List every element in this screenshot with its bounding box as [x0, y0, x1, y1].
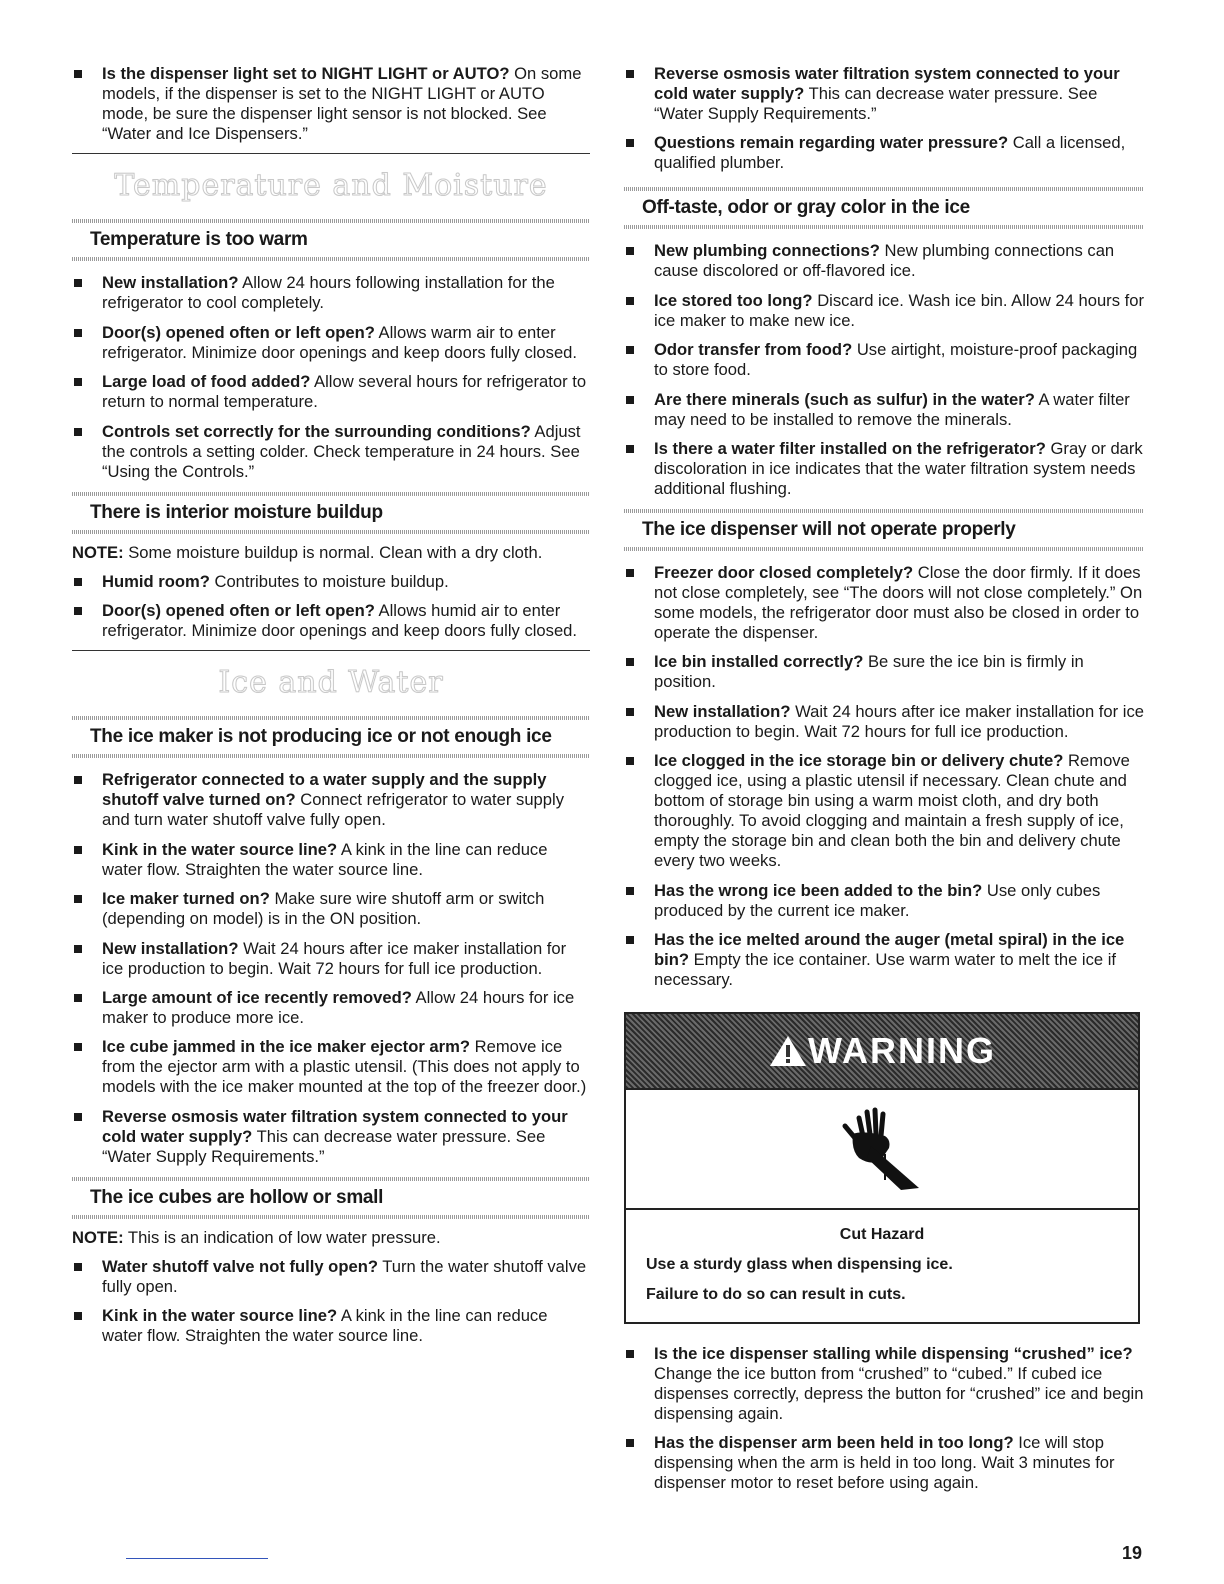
- item-question: Is the dispenser light set to NIGHT LIGHT or AUTO?: [102, 64, 510, 83]
- item-text: Contributes to moisture buildup.: [209, 571, 449, 591]
- note-text: Some moisture buildup is normal. Clean with a dry cloth.: [123, 542, 543, 562]
- item-text: Connect refrigerator to water supply and turn water shutoff valve fully open.: [102, 790, 565, 830]
- item-text: Close the door firmly. If it does not close completely, see “The doors will not close completely.” On some models, the refrigerator door must also be closed in order to operate the dispenser.: [654, 562, 1143, 642]
- item-question: Odor transfer from food?: [654, 340, 853, 360]
- list-item: [624, 133, 1144, 173]
- right-outro-list: [624, 1344, 1144, 1493]
- item-question: Ice bin installed correctly?: [654, 652, 864, 672]
- alert-triangle-icon: [768, 1034, 808, 1068]
- list-item: [72, 939, 590, 979]
- item-text: A kink in the line can reduce water flow. Straighten the water source line.: [102, 1306, 548, 1346]
- warning-label: WARNING: [808, 1029, 996, 1071]
- section-title-temperature: Temperature and Moisture: [114, 168, 548, 204]
- list-item: [72, 372, 590, 412]
- item-question: New installation?: [654, 701, 791, 721]
- subsection-title: Off-taste, odor or gray color in the ice: [642, 197, 970, 219]
- item-text: Wait 24 hours after ice maker installation for ice production to begin. Wait 72 hours for full ice production.: [654, 701, 1144, 741]
- item-text: On some models, if the dispenser is set to the NIGHT LIGHT or AUTO mode, be sure the dispenser light sensor is not blocked. See “Water and Ice Dispensers.”: [102, 64, 582, 143]
- list-item: [72, 988, 590, 1028]
- item-question: Water shutoff valve not fully open?: [102, 1256, 378, 1276]
- item-text: Allows humid air to enter refrigerator. Minimize door openings and keep doors fully closed.: [102, 600, 578, 640]
- item-text: This can decrease water pressure. See “Water Supply Requirements.”: [654, 84, 1098, 123]
- list-item: [624, 751, 1144, 871]
- note: [72, 543, 590, 563]
- item-text: Allow 24 hours following installation for the refrigerator to cool completely.: [102, 273, 555, 313]
- item-text: Allow 24 hours for ice maker to produce more ice.: [102, 987, 575, 1027]
- list-item: [72, 1306, 590, 1346]
- item-text: Be sure the ice bin is firmly in position.: [654, 652, 1084, 692]
- item-question: Door(s) opened often or left open?: [102, 600, 375, 620]
- list-item: [72, 1107, 590, 1167]
- warning-header: [626, 1014, 1138, 1090]
- item-text: Gray or dark discoloration in ice indicates that the water filtration system needs additional flushing.: [654, 438, 1143, 498]
- list-item: [624, 390, 1144, 430]
- item-question: Has the ice melted around the auger (metal spiral) in the ice bin?: [654, 929, 1125, 969]
- item-question: Has the wrong ice been added to the bin?: [654, 880, 983, 900]
- list-item: [72, 1037, 590, 1097]
- list-item: [72, 889, 590, 929]
- item-text: Make sure wire shutoff arm or switch (depending on model) is in the ON position.: [102, 889, 545, 929]
- item-question: Is there a water filter installed on the refrigerator?: [654, 438, 1046, 458]
- item-question: Door(s) opened often or left open?: [102, 322, 375, 342]
- list-item: [72, 323, 590, 363]
- subsection-title: The ice dispenser will not operate properly: [642, 518, 1016, 540]
- item-question: Kink in the water source line?: [102, 1306, 338, 1326]
- item-text: Turn the water shutoff valve fully open.: [102, 1256, 587, 1296]
- footer-rule: [126, 1558, 268, 1559]
- left-intro-list: [72, 64, 590, 144]
- item-text: A water filter may need to be installed to remove the minerals.: [654, 389, 1130, 429]
- item-text: Call a licensed, qualified plumber.: [654, 133, 1126, 173]
- right-intro-list: [624, 64, 1144, 173]
- section-title-ice-water: Ice and Water: [218, 665, 444, 701]
- subsection-title: The ice cubes are hollow or small: [90, 1186, 384, 1208]
- warning-line-1: Use a sturdy glass when dispensing ice.: [646, 1255, 953, 1273]
- item-text: Allows warm air to enter refrigerator. Minimize door openings and keep doors fully closed.: [102, 322, 578, 362]
- item-question: Large load of food added?: [102, 372, 311, 392]
- page-number: 19: [1121, 1543, 1142, 1563]
- hollow-cubes-list: [72, 1257, 590, 1346]
- ice-maker-list: [72, 770, 590, 1166]
- temperature-list: [72, 273, 590, 481]
- list-item: [72, 273, 590, 313]
- note-text: This is an indication of low water pressure.: [123, 1227, 441, 1247]
- item-text: New plumbing connections can cause discolored or off-flavored ice.: [654, 241, 1115, 281]
- dispenser-list: [624, 563, 1144, 990]
- item-question: Ice maker turned on?: [102, 889, 270, 909]
- list-item: [72, 770, 590, 830]
- note: [72, 1228, 590, 1248]
- item-text: Remove clogged ice, using a plastic utensil if necessary. Clean chute and bottom of storage bin using a warm moist cloth, and dry both thoroughly. To avoid clogging and maintain a fresh supply of ice, empty the storage bin and clean both the bin and delivery chute every two weeks.: [654, 751, 1130, 871]
- list-item: [72, 64, 590, 144]
- item-text: Change the ice button from “crushed” to “cubed.” If cubed ice dispenses correctly, depress the button for “crushed” ice and begin dispensing again.: [654, 1363, 1144, 1423]
- item-question: Ice clogged in the ice storage bin or delivery chute?: [654, 751, 1064, 771]
- item-question: Controls set correctly for the surrounding conditions?: [102, 421, 531, 441]
- item-question: Questions remain regarding water pressure?: [654, 133, 1009, 153]
- list-item: [624, 340, 1144, 380]
- list-item: [72, 572, 590, 592]
- warning-line-2: Failure to do so can result in cuts.: [646, 1285, 906, 1303]
- item-text: Use only cubes produced by the current ice maker.: [654, 880, 1101, 920]
- item-question: Reverse osmosis water filtration system connected to your cold water supply?: [654, 64, 1120, 103]
- list-item: [624, 64, 1144, 124]
- item-question: Humid room?: [102, 571, 210, 591]
- item-question: Freezer door closed completely?: [654, 562, 914, 582]
- list-item: [72, 601, 590, 641]
- item-text: Ice will stop dispensing when the arm is held in too long. Wait 3 minutes for dispenser motor to reset before using again.: [654, 1433, 1115, 1493]
- list-item: [72, 422, 590, 482]
- divider-hatch: [72, 530, 590, 534]
- item-question: New plumbing connections?: [654, 241, 880, 261]
- list-item: [624, 1433, 1144, 1493]
- item-text: A kink in the line can reduce water flow. Straighten the water source line.: [102, 839, 548, 879]
- divider-hatch: [72, 1215, 590, 1219]
- item-question: Is the ice dispenser stalling while dispensing “crushed” ice?: [654, 1343, 1133, 1363]
- item-text: Empty the ice container. Use warm water to melt the ice if necessary.: [654, 949, 1117, 989]
- divider-hatch: [72, 257, 590, 261]
- list-item: [624, 1344, 1144, 1424]
- right-column: [624, 64, 1144, 1503]
- list-item: [624, 563, 1144, 643]
- item-question: Are there minerals (such as sulfur) in the water?: [654, 389, 1035, 409]
- item-text: Remove ice from the ejector arm with a plastic utensil. (This does not apply to models with the ice maker mounted at the top of the freezer door.): [102, 1037, 587, 1097]
- divider-hatch: [72, 754, 590, 758]
- cut-hand-icon: [837, 1104, 927, 1194]
- item-question: Ice cube jammed in the ice maker ejector arm?: [102, 1037, 470, 1057]
- item-question: New installation?: [102, 273, 239, 293]
- item-question: Reverse osmosis water filtration system connected to your cold water supply?: [102, 1106, 568, 1146]
- warning-box: [624, 1012, 1140, 1324]
- list-item: [624, 291, 1144, 331]
- item-text: Allow several hours for refrigerator to return to normal temperature.: [102, 372, 587, 412]
- hazard-title: Cut Hazard: [839, 1225, 925, 1243]
- item-text: This can decrease water pressure. See “Water Supply Requirements.”: [102, 1126, 546, 1166]
- list-item: [624, 881, 1144, 921]
- list-item: [624, 930, 1144, 990]
- divider-hatch: [624, 547, 1144, 551]
- item-question: Kink in the water source line?: [102, 839, 338, 859]
- list-item: [624, 241, 1144, 281]
- divider-hatch: [624, 225, 1144, 229]
- subsection-title: There is interior moisture buildup: [90, 501, 383, 523]
- item-text: Wait 24 hours after ice maker installation for ice production to begin. Wait 72 hours for full ice production.: [102, 938, 567, 978]
- list-item: [72, 840, 590, 880]
- subsection-title: Temperature is too warm: [90, 229, 308, 251]
- item-text: Use airtight, moisture-proof packaging to store food.: [654, 340, 1138, 380]
- list-item: [624, 439, 1144, 499]
- list-item: [72, 1257, 590, 1297]
- list-item: [624, 702, 1144, 742]
- item-question: New installation?: [102, 938, 239, 958]
- off-taste-list: [624, 241, 1144, 499]
- note-label: NOTE:: [72, 1227, 124, 1247]
- subsection-title: The ice maker is not producing ice or not enough ice: [90, 726, 552, 748]
- item-text: Discard ice. Wash ice bin. Allow 24 hours for ice maker to make new ice.: [654, 290, 1144, 330]
- item-question: Has the dispenser arm been held in too long?: [654, 1433, 1014, 1453]
- list-item: [624, 652, 1144, 692]
- cut-hazard-icon-area: [626, 1090, 1138, 1210]
- note-label: NOTE:: [72, 542, 124, 562]
- moisture-list: [72, 572, 590, 641]
- item-question: Large amount of ice recently removed?: [102, 987, 412, 1007]
- item-question: Ice stored too long?: [654, 290, 813, 310]
- left-column: [72, 64, 590, 1355]
- item-question: Refrigerator connected to a water supply and the supply shutoff valve turned on?: [102, 770, 547, 810]
- item-text: Adjust the controls a setting colder. Check temperature in 24 hours. See “Using the Controls.”: [102, 421, 581, 481]
- warning-text: [626, 1210, 1138, 1322]
